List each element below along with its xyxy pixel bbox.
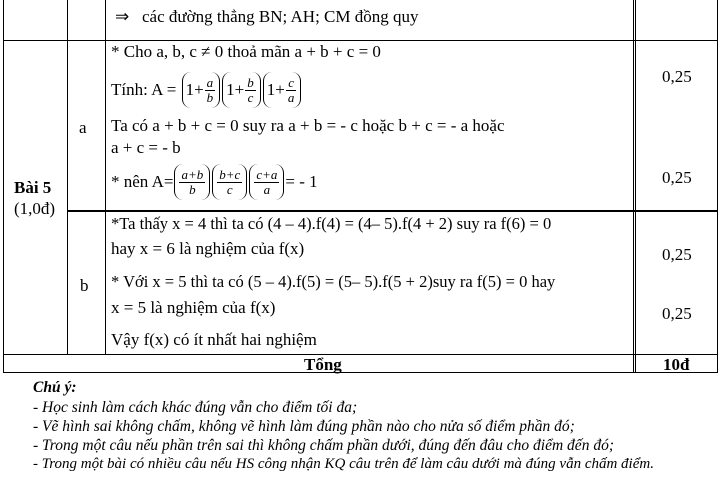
row-divider-total	[3, 354, 718, 355]
part-a-compute-prefix: Tính: A =	[111, 80, 177, 99]
note-item-1: - Học sinh làm cách khác đúng vẫn cho điểm tối đa;	[33, 399, 358, 416]
table-right-border	[717, 0, 718, 373]
row-divider-ab	[67, 210, 718, 212]
implies-arrow: ⇒	[115, 7, 130, 26]
note-item-3: - Trong một câu nếu phần trên sai thì không chấm phần dưới, đúng đến đâu cho điểm đến đó;	[33, 437, 614, 454]
part-a-line-1: Ta có a + b + c = 0 suy ra a + b = - c hoặc b + c = - a hoặc	[111, 116, 505, 135]
col-divider-score	[633, 0, 636, 373]
part-b-line-1: *Ta thấy x = 4 thì ta có (4 – 4).f(4) = (4– 5).f(4 + 2) suy ra f(6) = 0	[111, 214, 552, 233]
table-left-border	[3, 0, 4, 373]
note-item-2: - Vẽ hình sai không chấm, không vẽ hình làm đúng phần nào cho nửa số điểm phần đó;	[33, 418, 575, 435]
total-value: 10đ	[663, 355, 690, 374]
part-a-result	[111, 163, 318, 201]
part-b-line-5: Vậy f(x) có ít nhất hai nghiệm	[111, 330, 317, 349]
part-b-score-1: 0,25	[662, 245, 692, 264]
factor-2: 1+ $\frac{b}{c}$	[222, 72, 261, 108]
note-item-4: - Trong một bài có nhiều câu nếu HS công nhận KQ câu trên để làm câu dưới mà đúng vẫn chấm điểm.	[33, 456, 654, 472]
part-b-line-3: * Với x = 5 thì ta có (5 – 4).f(5) = (5– 5).f(5 + 2)suy ra f(5) = 0 hay	[111, 272, 556, 291]
bai5-points: (1,0đ)	[14, 199, 56, 218]
factor-3: 1+ $\frac{c}{a}$	[263, 72, 302, 108]
part-a-result-value: = - 1	[285, 172, 318, 191]
bai5-label: Bài 5	[14, 178, 52, 197]
notes-heading: Chú ý:	[33, 379, 77, 396]
col-divider-1	[67, 0, 68, 354]
factor-1: 1+ $\frac{a}{b}$	[182, 72, 221, 108]
part-a-score-1: 0,25	[662, 67, 692, 86]
part-a-score-2: 0,25	[662, 168, 692, 187]
part-a-line-2: a + c = - b	[111, 138, 181, 157]
part-b-score-2: 0,25	[662, 304, 692, 323]
table-bottom-border	[3, 372, 718, 373]
top-row-text	[115, 7, 419, 27]
part-b-line-2: hay x = 6 là nghiệm của f(x)	[111, 239, 305, 258]
col-divider-2	[105, 0, 106, 354]
part-b-line-4: x = 5 là nghiệm của f(x)	[111, 298, 276, 317]
part-b-label: b	[80, 276, 89, 295]
row-divider-top	[3, 40, 718, 41]
part-a-given: * Cho a, b, c ≠ 0 thoả mãn a + b + c = 0	[111, 42, 381, 61]
result-factor-3: $\frac{c+a}{a}$	[249, 164, 284, 200]
result-factor-2: $\frac{b+c}{c}$	[212, 164, 247, 200]
part-a-result-prefix: * nên A=	[111, 172, 174, 191]
result-factor-1: $\frac{a+b}{b}$	[174, 164, 210, 200]
top-row-conclusion: các đường thẳng BN; AH; CM đồng quy	[142, 7, 419, 26]
part-a-formula	[111, 71, 302, 109]
part-a-label: a	[79, 118, 87, 137]
total-label: Tổng	[304, 355, 342, 374]
